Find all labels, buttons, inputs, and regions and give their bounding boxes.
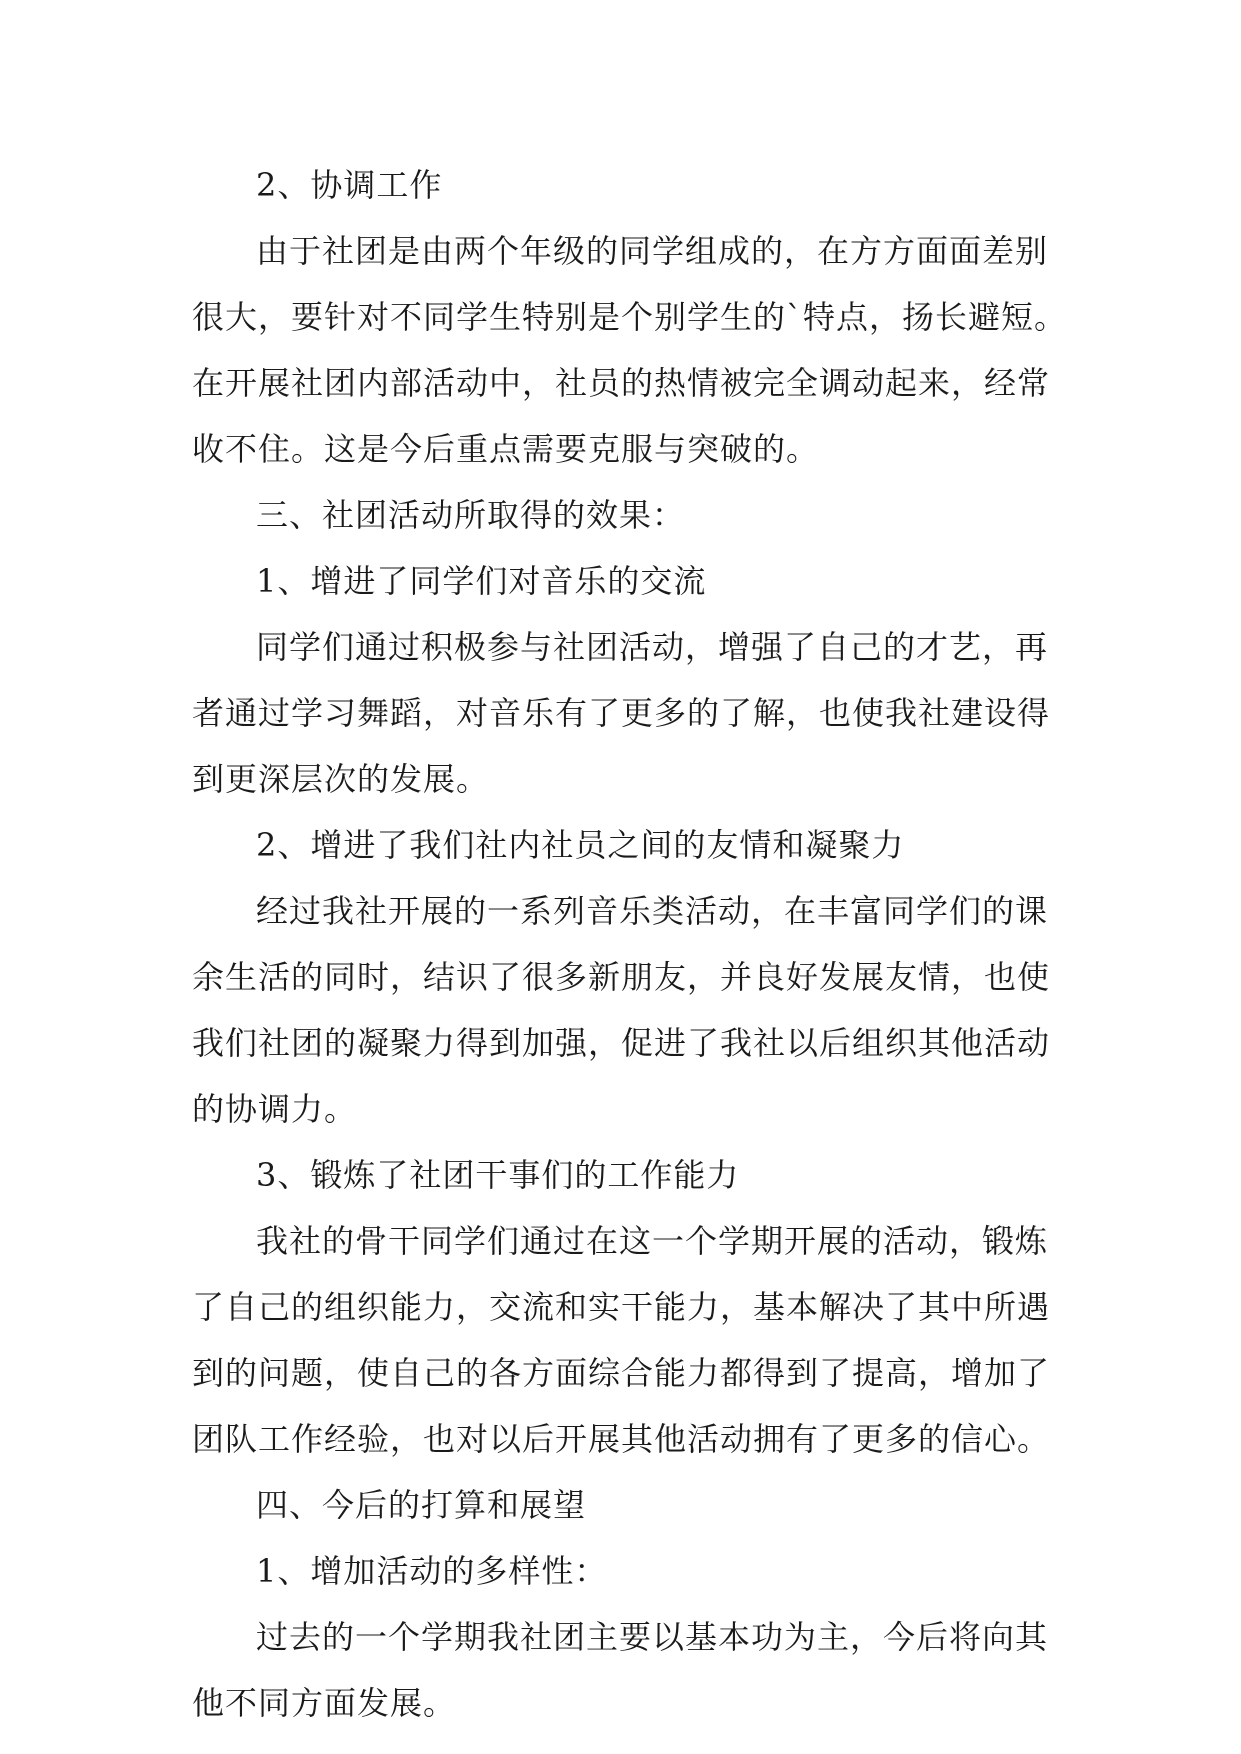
subheading-music-exchange: 1、增进了同学们对音乐的交流 bbox=[256, 562, 707, 600]
paragraph-line: 同学们通过积极参与社团活动，增强了自己的才艺，再 bbox=[256, 628, 1049, 666]
paragraph-line: 我们社团的凝聚力得到加强，促进了我社以后组织其他活动 bbox=[192, 1024, 1051, 1062]
paragraph-line: 经过我社开展的一系列音乐类活动，在丰富同学们的课 bbox=[256, 892, 1049, 930]
paragraph-line: 由于社团是由两个年级的同学组成的，在方方面面差别 bbox=[256, 232, 1049, 270]
paragraph-line: 到的问题，使自己的各方面综合能力都得到了提高，增加了 bbox=[192, 1354, 1051, 1392]
paragraph-line: 余生活的同时，结识了很多新朋友，并良好发展友情，也使 bbox=[192, 958, 1051, 996]
paragraph-line: 收不住。这是今后重点需要克服与突破的。 bbox=[192, 430, 820, 468]
paragraph-line: 团队工作经验，也对以后开展其他活动拥有了更多的信心。 bbox=[192, 1420, 1051, 1458]
paragraph-line: 我社的骨干同学们通过在这一个学期开展的活动，锻炼 bbox=[256, 1222, 1049, 1260]
section-heading-effects: 三、社团活动所取得的效果： bbox=[256, 496, 686, 534]
paragraph-line: 的协调力。 bbox=[192, 1090, 358, 1128]
subheading-work-ability: 3、锻炼了社团干事们的工作能力 bbox=[256, 1156, 740, 1194]
paragraph-line: 他不同方面发展。 bbox=[192, 1684, 457, 1722]
paragraph-line: 过去的一个学期我社团主要以基本功为主，今后将向其 bbox=[256, 1618, 1049, 1656]
paragraph-line: 了自己的组织能力，交流和实干能力，基本解决了其中所遇 bbox=[192, 1288, 1051, 1326]
subheading-friendship-cohesion: 2、增进了我们社内社员之间的友情和凝聚力 bbox=[256, 826, 905, 864]
heading-coordination-work: 2、协调工作 bbox=[256, 166, 443, 204]
paragraph-line: 者通过学习舞蹈，对音乐有了更多的了解，也使我社建设得 bbox=[192, 694, 1051, 732]
paragraph-line: 很大，要针对不同学生特别是个别学生的`特点，扬长避短。 bbox=[192, 298, 1068, 336]
paragraph-line: 到更深层次的发展。 bbox=[192, 760, 490, 798]
paragraph-line: 在开展社团内部活动中，社员的热情被完全调动起来，经常 bbox=[192, 364, 1051, 402]
subheading-activity-diversity: 1、增加活动的多样性： bbox=[256, 1552, 608, 1590]
section-heading-plans: 四、今后的打算和展望 bbox=[256, 1486, 587, 1524]
